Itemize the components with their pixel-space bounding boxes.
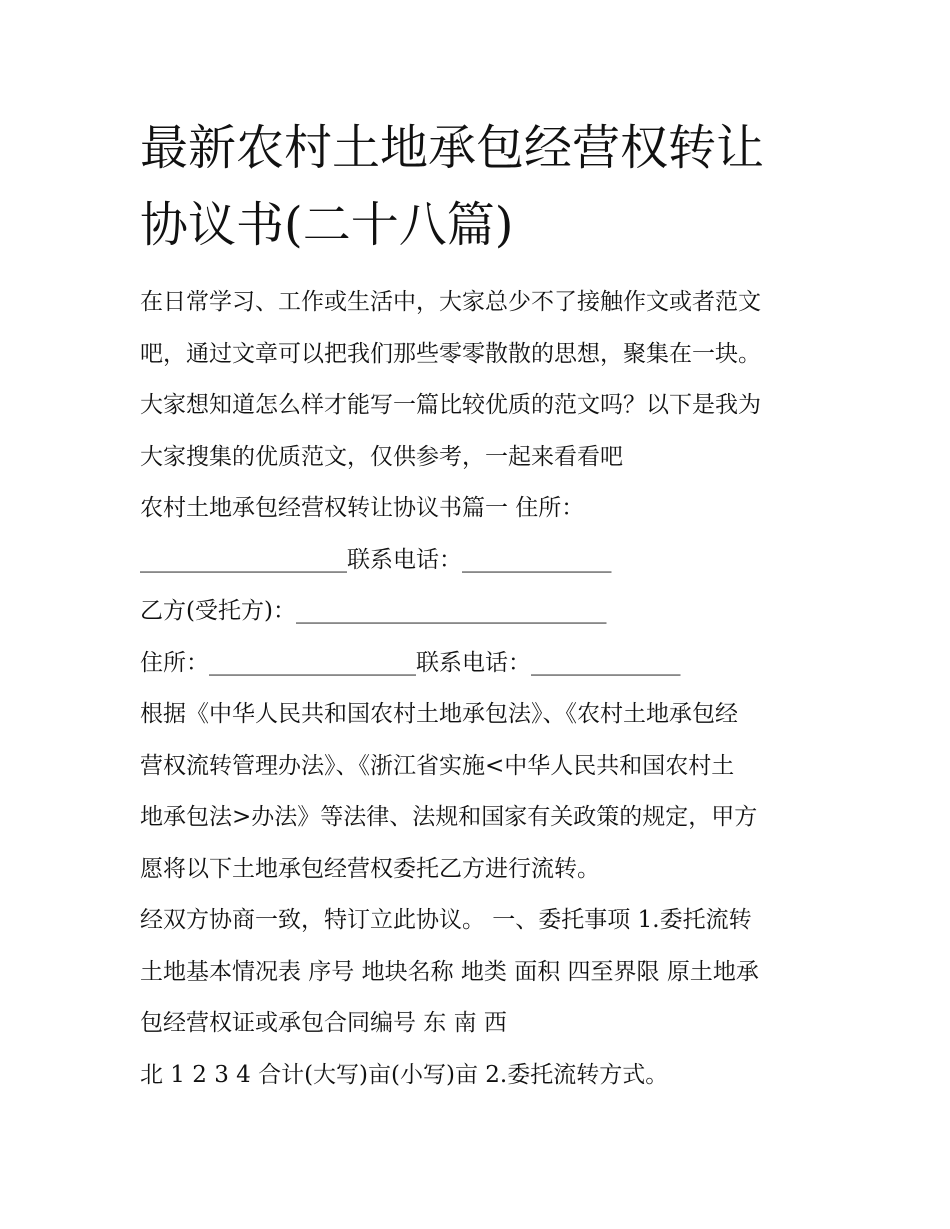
body-line: 包经营权证或承包合同编号 东 南 西 (140, 1010, 507, 1036)
body-line: 吧，通过文章可以把我们那些零零散散的思想，聚集在一块。 (140, 340, 761, 367)
body-line: 大家想知道怎么样才能写一篇比较优质的范文吗？以下是我为 (140, 392, 761, 418)
body-line: 土地基本情况表 序号 地块名称 地类 面积 四至界限 原土地承 (140, 958, 759, 985)
body-line: 大家搜集的优质范文，仅供参考，一起来看看吧 (140, 443, 623, 470)
body-line: 地承包法>办法》等法律、法规和国家有关政策的规定，甲方 (140, 804, 758, 830)
document-title (140, 110, 840, 264)
title-line-2: 协议书(二十八篇) (140, 197, 514, 253)
body-line: 营权流转管理办法》、《浙江省实施<中华人民共和国农村土 (140, 752, 735, 779)
body-line: 北 1 2 3 4 合计(大写)亩(小写)亩 2.委托流转方式。 (140, 1061, 669, 1088)
body-line: 乙方(受托方)：___________________________ (140, 598, 607, 624)
body-line: 住所：__________________联系电话：_____________ (140, 649, 681, 676)
document-body (140, 277, 830, 1101)
body-line: __________________联系电话：_____________ (140, 546, 612, 573)
title-line-1: 最新农村土地承包经营权转让 (140, 120, 765, 176)
body-line: 农村土地承包经营权转让协议书篇一 住所： (140, 495, 585, 521)
body-line: 经双方协商一致，特订立此协议。 一、委托事项 1.委托流转 (140, 907, 752, 933)
body-line: 在日常学习、工作或生活中，大家总少不了接触作文或者范文 (140, 289, 761, 315)
body-line: 愿将以下土地承包经营权委托乙方进行流转。 (140, 855, 600, 882)
body-line: 根据《中华人民共和国农村土地承包法》、《农村土地承包经 (140, 701, 738, 727)
